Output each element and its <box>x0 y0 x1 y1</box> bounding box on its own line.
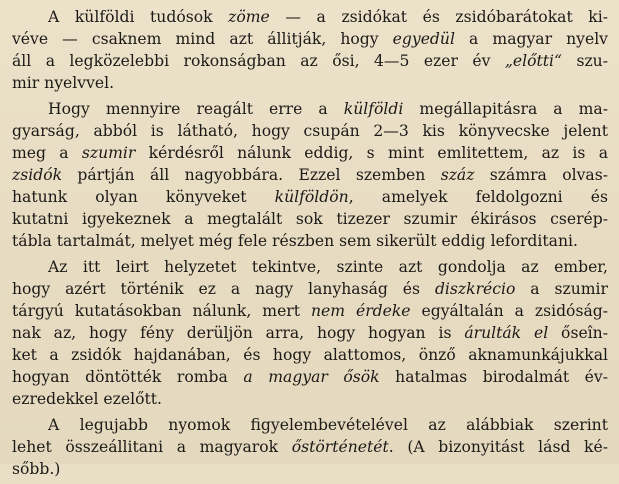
text-run: tábla tartalmát, melyet még fele részben sem sikerült eddig leforditani. <box>12 232 578 250</box>
emphasized-text: zöme <box>228 8 270 26</box>
text-run: . (A bizonyitást lásd ké- <box>388 438 608 456</box>
emphasized-text: nem érdeke <box>310 302 411 320</box>
text-line <box>12 366 608 388</box>
text-run: egyáltalán a zsidóság- <box>410 302 608 320</box>
emphasized-text: őstörténetét <box>291 438 389 456</box>
text-run: a szumir <box>515 280 608 298</box>
text-line <box>12 300 608 322</box>
text-run: tárgyú kutatásokban nálunk, mert <box>12 302 311 320</box>
text-line <box>12 230 608 252</box>
text-line <box>12 50 608 72</box>
text-line <box>12 436 608 458</box>
text-run: hatalmas birodalmát év- <box>379 368 608 386</box>
text-line <box>12 414 608 436</box>
text-run: — a zsidókat és zsidóbarátokat ki- <box>269 8 608 26</box>
emphasized-text: egyedül <box>392 30 455 48</box>
text-line <box>12 278 608 300</box>
text-run: nak az, hogy fény derüljön arra, hogy hogyan is <box>12 324 465 342</box>
text-run: véve — csaknem mind azt állitják, hogy <box>12 30 393 48</box>
text-line <box>12 6 608 28</box>
text-line <box>12 208 608 230</box>
page-text <box>12 6 608 484</box>
text-run: kérdésről nálunk eddig, s mint emlitettem, az is a <box>135 144 608 162</box>
text-run: kutatni igyekeznek a megtalált sok tizezer szumir ékirásos cserép- <box>12 210 608 228</box>
text-run: mir nyelvvel. <box>12 74 115 92</box>
text-run: A legujabb nyomok figyelembevételével az alábbiak szerint <box>48 416 608 434</box>
text-line <box>12 28 608 50</box>
text-run: a magyar nyelv <box>454 30 608 48</box>
text-run: ket a zsidók hajdanában, és hogy alattomos, önző aknamunkájukkal <box>12 346 608 364</box>
text-run: pártján áll nagyobbára. Ezzel szemben <box>62 166 441 184</box>
paragraph <box>12 414 608 480</box>
emphasized-text: zsidók <box>12 166 63 184</box>
paragraph <box>12 6 608 94</box>
text-run: megállapitásra a ma- <box>403 100 608 118</box>
text-run: hatunk olyan könyveket <box>12 188 275 206</box>
emphasized-text: külföldön <box>274 188 349 206</box>
text-line <box>12 98 608 120</box>
text-line <box>12 344 608 366</box>
text-line <box>12 72 608 94</box>
text-run: lehet összeállitani a magyarok <box>12 438 292 456</box>
text-line <box>12 388 608 410</box>
text-line <box>12 120 608 142</box>
text-line <box>12 322 608 344</box>
text-run: hogyan döntötték romba <box>12 368 244 386</box>
text-run: sőbb.) <box>12 460 61 478</box>
text-run: ezredekkel ezelőtt. <box>12 390 162 408</box>
text-run: Hogy mennyire reagált erre a <box>48 100 344 118</box>
text-run: meg a <box>12 144 82 162</box>
text-run: számra olvas- <box>474 166 608 184</box>
emphasized-text: szumir <box>81 144 136 162</box>
text-line <box>12 186 608 208</box>
text-line <box>12 164 608 186</box>
paragraph <box>12 256 608 410</box>
emphasized-text: diszkrécio <box>434 280 516 298</box>
emphasized-text: külföldi <box>343 100 404 118</box>
text-line <box>12 458 608 480</box>
text-line <box>12 142 608 164</box>
text-run: hogy azért történik ez a nagy lanyhaság és <box>12 280 435 298</box>
text-run: őseîn- <box>548 324 608 342</box>
emphasized-text: „előtti“ <box>504 52 563 70</box>
text-line <box>12 256 608 278</box>
text-run: áll a legközelebbi rokonságban az ősi, 4—5 ezer év <box>12 52 505 70</box>
text-run: Az itt leirt helyzetet tekintve, szinte azt gondolja az ember, <box>48 258 608 276</box>
text-run: , amelyek feldolgozni és <box>348 188 608 206</box>
text-run: szu- <box>562 52 608 70</box>
emphasized-text: a magyar ősök <box>243 368 380 386</box>
text-run: gyarság, abból is látható, hogy csupán 2—3 kis könyvecske jelent <box>12 122 608 140</box>
text-run: A külföldi tudósok <box>48 8 229 26</box>
emphasized-text: száz <box>440 166 475 184</box>
paragraph <box>12 98 608 252</box>
emphasized-text: árulták el <box>464 324 549 342</box>
